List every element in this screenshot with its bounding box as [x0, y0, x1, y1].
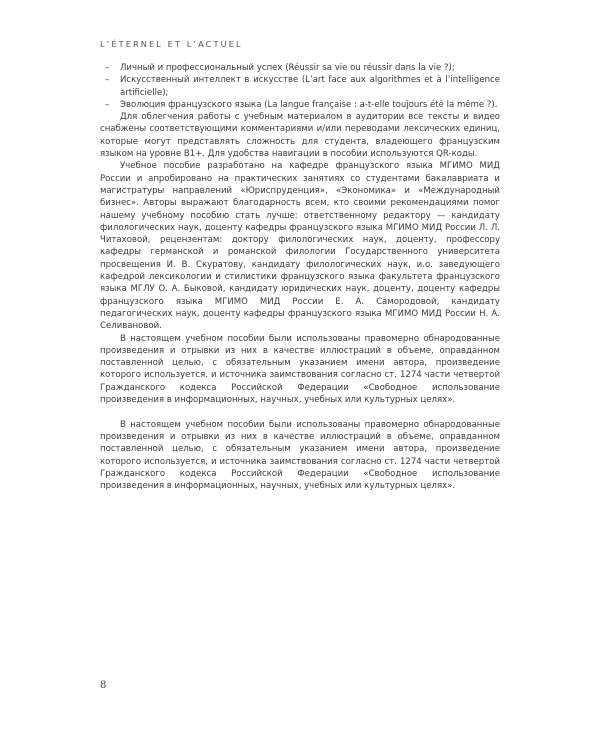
page-number: 8	[100, 680, 107, 691]
list-item	[100, 74, 500, 99]
list-item	[100, 62, 500, 74]
list-item	[100, 99, 500, 111]
paragraph-navigation: Для облегчения работы с учебным материалом в аудитории все тексты и видео снабжены соответствующими комментариями и/или переводами лексических единиц, которые могут представлять сложность для студента, владеющего французским языком на уровне B1+. Для удобства навигации в пособии используются QR-коды.	[100, 112, 500, 160]
paragraph-acknowledgements: Учебное пособие разработано на кафедре французского языка МГИМО МИД России и апробировано на практических занятиях со студентами бакалавриата и магистратуры направлений «Юриспруденция», «Экономика» и «Международный бизнес». Авторы выражают благодарность всем, кто своими рекомендациями помог нашему учебному пособию стать лучше: ответственному редактору — кандидату филологических наук, доценту кафедры французского языка МГИМО МИД России Л. Л. Читаховой, рецензентам: доктору филологических наук, доценту, профессору кафедры германской и романской филологии Государственного университета просвещения И. В. Скуратову, кандидату филологических наук, и.о. заведующего кафедрой лексикологии и стилистики французского языка факультета французского языка МГЛУ О. А. Быковой, кандидату юридических наук, доценту, доценту кафедры французского языка МГИМО МИД России Е. А. Самородовой, кандидату педагогических наук, доценту кафедры французского языка МГИМО МИД России Н. А. Селивановой.	[100, 161, 500, 332]
paragraph-copyright-repeat: В настоящем учебном пособии были использованы правомерно обнародованные произведения и отрывки из них в качестве иллюстраций в объеме, оправданном поставленной целью, с обязательным указанием имени автора, произведение которого используется, и источника заимствования согласно ст. 1274 части четвертой Гражданского кодекса Российской Федерации «Свободное использование произведения в информационных, научных, учебных или культурных целях».	[100, 419, 500, 492]
list-item-text: Искусственный интеллект в искусстве (L’art face aux algorithmes et à l’intelligence artificielle);	[120, 75, 500, 98]
list-item-text: Эволюция французского языка (La langue française : a-t-elle toujours été la même ?).	[120, 99, 498, 110]
blank-line	[100, 406, 500, 418]
paragraph-copyright: В настоящем учебном пособии были использованы правомерно обнародованные произведения и отрывки из них в качестве иллюстраций в объеме, оправданном поставленной целью, с обязательным указанием имени автора, произведение которого используется, и источника заимствования согласно ст. 1274 части четвертой Гражданского кодекса Российской Федерации «Свободное использование произведения в информационных, научных, учебных или культурных целях».	[100, 333, 500, 406]
list-dash: –	[105, 75, 110, 86]
body-text	[100, 62, 500, 492]
list-dash: –	[105, 63, 110, 73]
list-dash: –	[105, 99, 110, 110]
running-head: L’ÉTERNEL ET L’ACTUEL	[100, 39, 243, 49]
list-item-text: Личный и профессиональный успех (Réussir sa vie ou réussir dans la vie ?);	[120, 63, 455, 73]
